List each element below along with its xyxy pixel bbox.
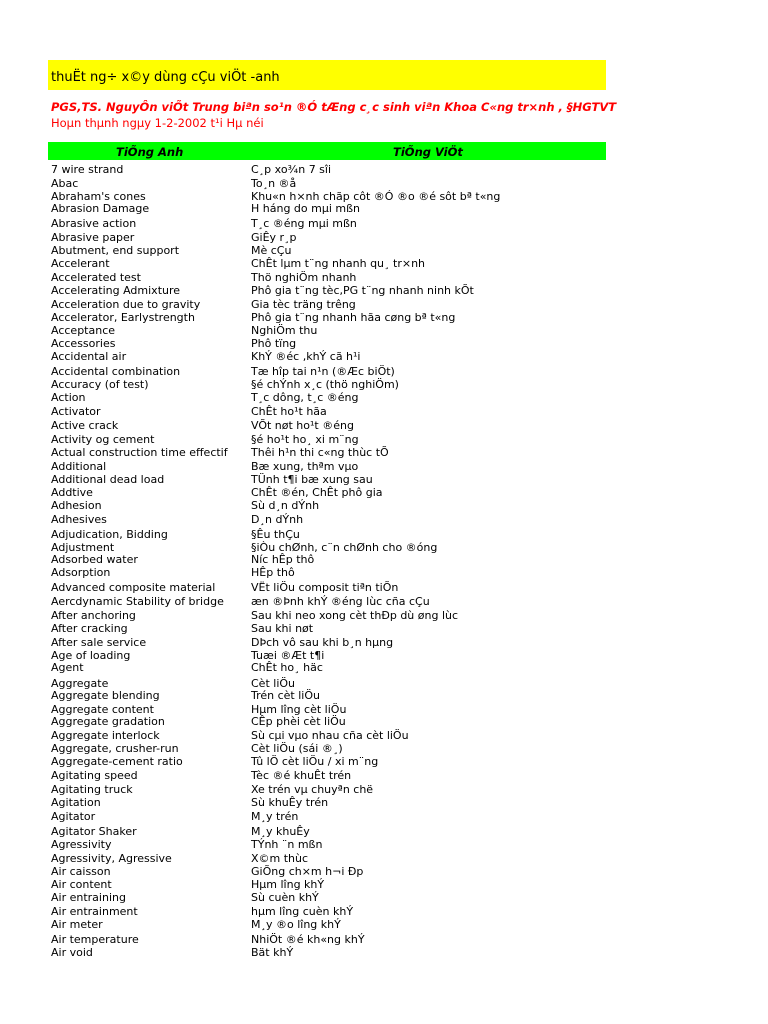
table-row: [0, 742, 768, 756]
term-english: Adhesives: [51, 513, 107, 526]
term-english: Aggregate, crusher-run: [51, 742, 179, 755]
table-row: [0, 350, 768, 364]
term-english: Acceleration due to gravity: [51, 298, 201, 311]
term-english: Air void: [51, 946, 93, 959]
term-english: Agressivity: [51, 838, 112, 851]
table-row: [0, 905, 768, 919]
table-row: [0, 689, 768, 703]
term-vietnamese: Hµm lîng cèt liÖu: [251, 703, 347, 716]
term-vietnamese: Níc hÊp thô: [251, 553, 315, 566]
term-english: Adsorption: [51, 566, 111, 579]
term-english: Agitating speed: [51, 769, 138, 782]
term-english: Age of loading: [51, 649, 131, 662]
term-english: Actual construction time effectif: [51, 446, 228, 459]
term-english: Aercdynamic Stability of bridge: [51, 595, 224, 608]
table-row: [0, 405, 768, 419]
term-vietnamese: Tæ hîp tai n¹n (®Æc biÖt): [251, 365, 395, 378]
term-vietnamese: Sù cuèn khÝ: [251, 891, 319, 904]
table-row: [0, 769, 768, 783]
date-line: Hoµn thµnh ngµy 1-2-2002 t¹i Hµ néi: [51, 116, 264, 130]
term-english: Aggregate-cement ratio: [51, 755, 183, 768]
table-row: [0, 433, 768, 447]
term-english: Additional: [51, 460, 107, 473]
table-row: [0, 446, 768, 460]
term-english: Accidental air: [51, 350, 127, 363]
term-vietnamese: T¸c ®éng mµi mßn: [251, 217, 357, 230]
term-vietnamese: D¸n dÝnh: [251, 513, 304, 526]
table-row: [0, 419, 768, 433]
term-vietnamese: Tuæi ®Æt t¶i: [251, 649, 325, 662]
term-vietnamese: Cèt liÖu: [251, 677, 295, 690]
term-english: Accelerating Admixture: [51, 284, 181, 297]
term-vietnamese: M¸y khuÊy: [251, 825, 310, 838]
term-english: Accelerant: [51, 257, 110, 270]
table-row: [0, 838, 768, 852]
term-english: Air meter: [51, 918, 103, 931]
term-vietnamese: §é chÝnh x¸c (thö nghiÖm): [251, 378, 399, 391]
term-vietnamese: Cèt liÖu (sái ®¸): [251, 742, 343, 755]
table-row: [0, 729, 768, 743]
term-vietnamese: Sù d¸n dÝnh: [251, 499, 320, 512]
author-line: PGS,TS. NguyÔn viÕt Trung biªn so¹n ®Ó tÆng c¸c sinh viªn Khoa C«ng tr×nh , §HGTVT: [51, 100, 617, 114]
term-vietnamese: GiÕng ch×m h¬i Ðp: [251, 865, 364, 878]
term-vietnamese: Phô gia t¨ng nhanh hãa cøng bª t«ng: [251, 311, 456, 324]
term-english: Aggregate gradation: [51, 715, 165, 728]
term-vietnamese: T¸c dông, t¸c ®éng: [251, 391, 359, 404]
term-english: Abrasion Damage: [51, 202, 150, 215]
term-english: Aggregate interlock: [51, 729, 160, 742]
term-vietnamese: NghiÖm thu: [251, 324, 318, 337]
term-vietnamese: NhiÖt ®é kh«ng khÝ: [251, 933, 365, 946]
table-row: [0, 810, 768, 824]
term-vietnamese: KhÝ ®éc ,khÝ cã h¹i: [251, 350, 361, 363]
table-row: [0, 865, 768, 879]
table-row: [0, 528, 768, 542]
table-row: [0, 324, 768, 338]
term-english: Agressivity, Agressive: [51, 852, 172, 865]
table-row: [0, 933, 768, 947]
term-vietnamese: To¸n ®å: [251, 177, 297, 190]
term-vietnamese: §é ho¹t ho¸ xi m¨ng: [251, 433, 359, 446]
term-english: Accuracy (of test): [51, 378, 149, 391]
term-vietnamese: GiÊy r¸p: [251, 231, 297, 244]
term-english: After cracking: [51, 622, 128, 635]
column-header-english: TiÕng Anh: [116, 145, 184, 159]
term-english: Abraham's cones: [51, 190, 146, 203]
term-english: Activity og cement: [51, 433, 155, 446]
term-english: Agitation: [51, 796, 101, 809]
term-english: After anchoring: [51, 609, 136, 622]
term-vietnamese: æn ®Þnh khÝ ®éng lùc cña cÇu: [251, 595, 430, 608]
term-vietnamese: ChÊt ®én, ChÊt phô gia: [251, 486, 383, 499]
term-english: Abrasive paper: [51, 231, 135, 244]
term-vietnamese: Phô gia t¨ng tèc,PG t¨ng nhanh ninh kÕt: [251, 284, 474, 297]
table-row: [0, 473, 768, 487]
term-english: Accessories: [51, 337, 116, 350]
term-vietnamese: Sù khuÊy trén: [251, 796, 329, 809]
term-vietnamese: hµm lîng cuèn khÝ: [251, 905, 354, 918]
table-row: [0, 946, 768, 960]
term-vietnamese: Thêi h¹n thi c«ng thùc tÕ: [251, 446, 389, 459]
table-row: [0, 878, 768, 892]
table-row: [0, 217, 768, 231]
term-english: Action: [51, 391, 86, 404]
term-english: Agitator Shaker: [51, 825, 137, 838]
table-row: [0, 755, 768, 769]
table-row: [0, 715, 768, 729]
term-english: Adjustment: [51, 541, 115, 554]
term-english: Adsorbed water: [51, 553, 138, 566]
term-vietnamese: Xe trén vµ chuyªn chë: [251, 783, 374, 796]
term-vietnamese: ChÊt ho¸ häc: [251, 661, 323, 674]
table-row: [0, 852, 768, 866]
term-english: After sale service: [51, 636, 147, 649]
term-english: Advanced composite material: [51, 581, 216, 594]
table-row: [0, 918, 768, 932]
term-english: Abac: [51, 177, 79, 190]
term-vietnamese: Tû lÖ cèt liÖu / xi m¨ng: [251, 755, 379, 768]
table-row: [0, 391, 768, 405]
table-row: [0, 661, 768, 675]
column-header-vietnamese: TiÕng ViÖt: [393, 145, 463, 159]
term-english: Air content: [51, 878, 112, 891]
term-vietnamese: X©m thùc: [251, 852, 309, 865]
term-vietnamese: H háng do mµi mßn: [251, 202, 361, 215]
term-english: Agitator: [51, 810, 96, 823]
term-vietnamese: Hµm lîng khÝ: [251, 878, 325, 891]
term-english: Accelerated test: [51, 271, 141, 284]
term-english: Aggregate content: [51, 703, 154, 716]
table-row: [0, 271, 768, 285]
term-vietnamese: VËt liÖu composit tiªn tiÕn: [251, 581, 399, 594]
term-vietnamese: Gia tèc träng trêng: [251, 298, 356, 311]
term-english: Agitating truck: [51, 783, 133, 796]
term-vietnamese: TÜnh t¶i bæ xung sau: [251, 473, 373, 486]
term-vietnamese: C¸p xo¾n 7 sîi: [251, 163, 332, 176]
term-vietnamese: Khu«n h×nh chãp côt ®Ó ®o ®é sôt bª t«ng: [251, 190, 501, 203]
table-row: [0, 202, 768, 216]
term-vietnamese: VÕt nøt ho¹t ®éng: [251, 419, 354, 432]
term-english: Active crack: [51, 419, 119, 432]
term-vietnamese: DÞch vô sau khi b¸n hµng: [251, 636, 394, 649]
table-row: [0, 553, 768, 567]
table-row: [0, 257, 768, 271]
term-english: Air entrainment: [51, 905, 138, 918]
table-row: [0, 796, 768, 810]
term-vietnamese: M¸y trén: [251, 810, 299, 823]
table-row: [0, 566, 768, 580]
term-english: Abutment, end support: [51, 244, 180, 257]
term-vietnamese: §iÒu chØnh, c¨n chØnh cho ®óng: [251, 541, 438, 554]
table-row: [0, 486, 768, 500]
term-english: Accelerator, Earlystrength: [51, 311, 195, 324]
term-english: Accidental combination: [51, 365, 181, 378]
term-english: Activator: [51, 405, 101, 418]
term-english: Air temperature: [51, 933, 139, 946]
table-row: [0, 244, 768, 258]
table-row: [0, 163, 768, 177]
term-vietnamese: TÝnh ¨n mßn: [251, 838, 323, 851]
term-vietnamese: Trén cèt liÖu: [251, 689, 320, 702]
term-english: Additional dead load: [51, 473, 165, 486]
table-row: [0, 231, 768, 245]
table-row: [0, 365, 768, 379]
term-vietnamese: Mè cÇu: [251, 244, 292, 257]
term-vietnamese: Bæ xung, thªm vµo: [251, 460, 359, 473]
table-row: [0, 311, 768, 325]
table-row: [0, 891, 768, 905]
term-english: Adjudication, Bidding: [51, 528, 168, 541]
term-english: Abrasive action: [51, 217, 137, 230]
table-row: [0, 378, 768, 392]
term-vietnamese: HÊp thô: [251, 566, 295, 579]
term-vietnamese: CÊp phèi cèt liÖu: [251, 715, 346, 728]
term-vietnamese: §Êu thÇu: [251, 528, 300, 541]
table-row: [0, 609, 768, 623]
table-row: [0, 499, 768, 513]
table-row: [0, 177, 768, 191]
table-row: [0, 636, 768, 650]
term-vietnamese: Tèc ®é khuÊt trén: [251, 769, 352, 782]
document-title: thuËt ng÷ x©y dùng cÇu viÖt -anh: [51, 70, 280, 85]
term-english: Addtive: [51, 486, 93, 499]
table-row: [0, 298, 768, 312]
term-vietnamese: Bät khÝ: [251, 946, 294, 959]
term-vietnamese: Sau khi neo xong cèt thÐp dù øng lùc: [251, 609, 459, 622]
term-vietnamese: Sau khi nøt: [251, 622, 314, 635]
term-english: Air caisson: [51, 865, 111, 878]
term-english: Acceptance: [51, 324, 116, 337]
table-row: [0, 460, 768, 474]
table-row: [0, 513, 768, 527]
term-vietnamese: Sù cµi vµo nhau cña cèt liÖu: [251, 729, 409, 742]
term-vietnamese: M¸y ®o lîng khÝ: [251, 918, 341, 931]
term-english: Agent: [51, 661, 84, 674]
term-vietnamese: ChÊt lµm t¨ng nhanh qu¸ tr×nh: [251, 257, 426, 270]
term-english: Adhesion: [51, 499, 102, 512]
term-vietnamese: ChÊt ho¹t hãa: [251, 405, 327, 418]
term-english: Air entraining: [51, 891, 126, 904]
table-row: [0, 581, 768, 595]
table-row: [0, 622, 768, 636]
term-vietnamese: Phô tïng: [251, 337, 297, 350]
term-english: Aggregate blending: [51, 689, 160, 702]
table-row: [0, 595, 768, 609]
table-row: [0, 284, 768, 298]
table-row: [0, 337, 768, 351]
term-vietnamese: Thö nghiÖm nhanh: [251, 271, 357, 284]
term-english: 7 wire strand: [51, 163, 124, 176]
table-row: [0, 825, 768, 839]
term-english: Aggregate: [51, 677, 109, 690]
table-row: [0, 783, 768, 797]
